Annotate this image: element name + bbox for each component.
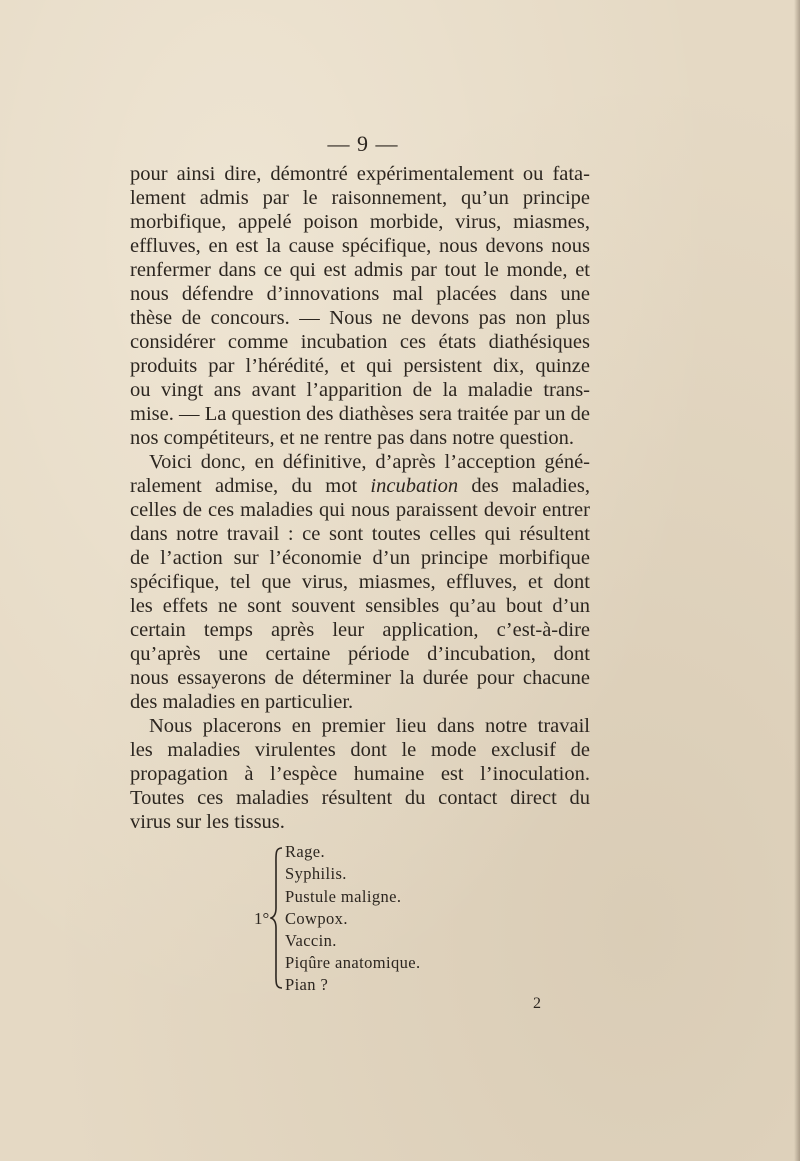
text-line: dans notre travail : ce sont toutes celles qui résultent (130, 523, 590, 545)
text-line: pour ainsi dire, démontré expérimentalement ou fata- (130, 163, 590, 185)
list-item: Pustule maligne. (285, 887, 402, 906)
text-line: morbifique, appelé poison morbide, virus, miasmes, (130, 211, 590, 233)
curly-brace (270, 846, 284, 990)
text-line: propagation à l’espèce humaine est l’inoculation. (130, 763, 590, 785)
text-line: effluves, en est la cause spécifique, nous devons nous (130, 235, 590, 257)
text-line: Toutes ces maladies résultent du contact direct du (130, 787, 590, 809)
signature-mark: 2 (533, 995, 541, 1012)
text-line: considérer comme incubation ces états diathésiques (130, 331, 590, 353)
text-line-with-italic (130, 474, 590, 498)
text-line: Nous placerons en premier lieu dans notre travail (149, 715, 590, 737)
page-edge-shadow (794, 0, 800, 1161)
list-number: 1° (254, 909, 270, 928)
text-line: les maladies virulentes dont le mode exclusif de (130, 739, 590, 761)
page-number: — 9 — (327, 131, 399, 156)
text-fragment: des maladies, (458, 475, 590, 497)
text-line: de l’action sur l’économie d’un principe morbifique (130, 547, 590, 569)
text-line: nos compétiteurs, et ne rentre pas dans notre question. (130, 427, 575, 449)
text-line: qu’après une certaine période d’incubation, dont (130, 643, 590, 665)
text-line: ou vingt ans avant l’apparition de la maladie trans- (130, 379, 590, 401)
text-line: thèse de concours. — Nous ne devons pas non plus (130, 307, 590, 329)
text-line: nous essayerons de déterminer la durée pour chacune (130, 667, 590, 689)
list-item: Cowpox. (285, 909, 348, 928)
text-line: virus sur les tissus. (130, 811, 285, 833)
text-fragment: ralement admise, du mot (130, 475, 371, 497)
list-item: Syphilis. (285, 864, 347, 883)
text-line: les effets ne sont souvent sensibles qu’au bout d’un (130, 595, 590, 617)
list-item: Rage. (285, 842, 326, 861)
text-line: produits par l’hérédité, et qui persistent dix, quinze (130, 355, 590, 377)
text-line: certain temps après leur application, c’est-à-dire (130, 619, 590, 641)
italic-term: incubation (370, 475, 459, 497)
text-line: celles de ces maladies qui nous paraissent devoir entrer (130, 499, 590, 521)
text-line: renfermer dans ce qui est admis par tout le monde, et (130, 259, 590, 281)
text-line: spécifique, tel que virus, miasmes, effluves, et dont (130, 571, 590, 593)
list-item: Pian ? (285, 975, 329, 994)
text-line: mise. — La question des diathèses sera traitée par un de (130, 403, 590, 425)
list-item: Piqûre anatomique. (285, 953, 421, 972)
text-line: lement admis par le raisonnement, qu’un principe (130, 187, 590, 209)
text-line: des maladies en particulier. (130, 691, 354, 713)
text-line: nous défendre d’innovations mal placées dans une (130, 283, 590, 305)
text-line: Voici donc, en définitive, d’après l’acception géné- (149, 451, 590, 473)
list-item: Vaccin. (285, 931, 337, 950)
